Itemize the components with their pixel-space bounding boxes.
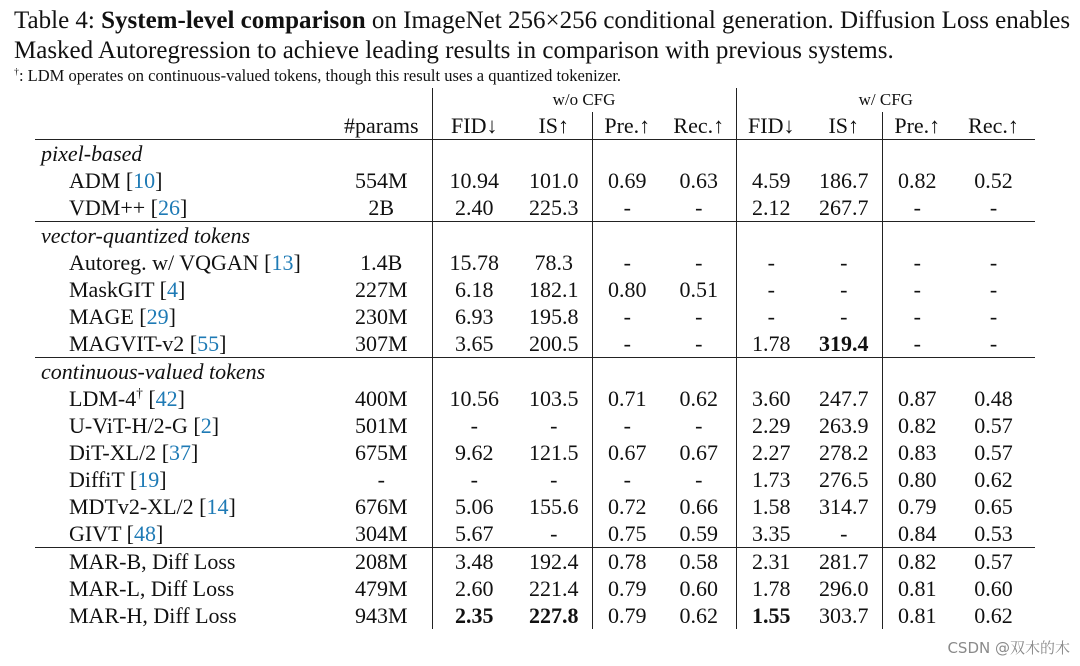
header-rec-wo: Rec.↑ (662, 112, 736, 140)
metric-cell: 5.67 (455, 521, 494, 546)
metric-cell: 192.4 (516, 548, 592, 576)
metric-cell: - (913, 277, 921, 302)
params-cell: 230M (331, 303, 432, 330)
metric-cell: 281.7 (806, 548, 882, 576)
method-name-cell: LDM-4† [42] (69, 385, 185, 411)
metric-cell: 0.67 (662, 439, 736, 466)
metric-cell: - (767, 277, 775, 302)
metric-cell: 0.87 (898, 386, 937, 411)
header-pre-w: Pre.↑ (894, 113, 941, 138)
metric-cell: - (767, 304, 775, 329)
metric-cell: - (806, 276, 882, 303)
header-rec-w: Rec.↑ (968, 113, 1019, 138)
method-name: MDTv2-XL/2 (69, 494, 194, 519)
method-name-cell: DiT-XL/2 [37] (69, 440, 199, 465)
method-name: MAR-L, Diff Loss (69, 576, 235, 601)
citation-link[interactable]: 26 (157, 195, 180, 220)
metric-cell: 0.58 (662, 548, 736, 576)
metric-cell: 314.7 (806, 493, 882, 520)
metric-cell: 0.53 (974, 521, 1013, 546)
metric-cell: 15.78 (449, 250, 499, 275)
metric-cell: 3.65 (455, 331, 494, 356)
section-title: pixel-based (35, 140, 331, 168)
table-row (35, 385, 1035, 412)
params-cell: 2B (331, 194, 432, 222)
metric-cell: 4.59 (752, 168, 791, 193)
metric-cell: 227.8 (516, 602, 592, 629)
method-name: Autoreg. w/ VQGAN (69, 250, 259, 275)
watermark: CSDN @双木的木 (947, 639, 1070, 657)
metric-cell: 0.62 (662, 602, 736, 629)
metric-cell: 1.55 (752, 603, 791, 628)
metric-cell: - (989, 250, 998, 275)
metric-cell: 0.62 (974, 603, 1013, 628)
metric-cell: 3.35 (752, 521, 791, 546)
citation-link[interactable]: 29 (146, 304, 169, 329)
table-footnote (14, 66, 621, 86)
method-name: MaskGIT (69, 277, 155, 302)
params-cell: 501M (331, 412, 432, 439)
citation-link[interactable]: 48 (133, 521, 156, 546)
table-row (35, 303, 1035, 330)
metric-cell: 0.63 (662, 167, 736, 194)
metric-cell: - (516, 412, 592, 439)
metric-cell: - (913, 331, 921, 356)
method-name: MAR-B, Diff Loss (69, 549, 236, 574)
table-row (35, 439, 1035, 466)
metric-cell: 9.62 (455, 440, 494, 465)
metric-cell: - (623, 195, 631, 220)
table-row (35, 466, 1035, 493)
metric-cell: 0.71 (608, 386, 647, 411)
metric-cell: 278.2 (806, 439, 882, 466)
metric-cell: 2.29 (752, 413, 791, 438)
metric-cell: 247.7 (806, 385, 882, 412)
table-row (35, 194, 1035, 222)
table-row (35, 548, 1035, 576)
header-fid-w: FID↓ (748, 113, 795, 138)
metric-cell: - (623, 331, 631, 356)
header-wo-cfg: w/o CFG (552, 90, 616, 109)
citation-link[interactable]: 2 (200, 413, 212, 438)
metric-cell: 0.66 (662, 493, 736, 520)
table-row (35, 575, 1035, 602)
params-cell: 304M (331, 520, 432, 548)
metric-cell: 319.4 (806, 330, 882, 358)
metric-cell: 2.31 (736, 548, 806, 576)
metric-cell: 0.48 (974, 386, 1013, 411)
metric-cell: - (806, 249, 882, 276)
metric-cell: 0.79 (608, 576, 647, 601)
metric-cell: 103.5 (516, 385, 592, 412)
metric-cell: 0.78 (592, 548, 662, 576)
method-name-cell: Autoreg. w/ VQGAN [13] (69, 250, 301, 275)
method-name: VDM++ (69, 195, 146, 220)
metric-cell: 221.4 (516, 575, 592, 602)
metric-cell: 303.7 (806, 602, 882, 629)
caption-label: Table 4: (14, 7, 95, 34)
metric-cell: - (806, 520, 882, 548)
method-name-cell (35, 575, 331, 602)
metric-cell: - (623, 304, 631, 329)
metric-cell: 3.48 (432, 548, 516, 576)
metric-cell: 0.82 (882, 548, 952, 576)
table-row (35, 249, 1035, 276)
metric-cell: - (662, 303, 736, 330)
metric-cell: 267.7 (806, 194, 882, 222)
metric-cell: 0.82 (898, 413, 937, 438)
metric-cell: 78.3 (516, 249, 592, 276)
metric-cell: - (662, 466, 736, 493)
metric-cell: 1.78 (752, 331, 791, 356)
metric-cell: 1.73 (752, 467, 791, 492)
metric-cell: 0.79 (898, 494, 937, 519)
params-cell: 1.4B (331, 249, 432, 276)
header-is-w: IS↑ (806, 112, 882, 140)
metric-cell: 0.52 (974, 168, 1013, 193)
metric-cell: 101.0 (516, 167, 592, 194)
table-row (35, 276, 1035, 303)
citation-link[interactable]: 14 (206, 494, 229, 519)
metric-cell: 225.3 (516, 194, 592, 222)
metric-cell: 296.0 (806, 575, 882, 602)
metric-cell: 6.93 (455, 304, 494, 329)
metric-cell: - (470, 467, 478, 492)
method-name: DiffiT (69, 467, 125, 492)
metric-cell: 3.60 (752, 386, 791, 411)
metric-cell: - (662, 330, 736, 358)
metric-cell: 5.06 (455, 494, 494, 519)
metric-cell: 0.84 (898, 521, 937, 546)
method-name: MAGVIT-v2 (69, 331, 185, 356)
metric-cell: 0.62 (662, 385, 736, 412)
metric-cell: - (470, 413, 478, 438)
method-footnote-mark: † (136, 385, 143, 401)
method-name-cell: GIVT [48] (69, 521, 164, 546)
metric-cell: - (989, 277, 998, 302)
metric-cell: 0.65 (974, 494, 1013, 519)
metric-cell: 0.80 (898, 467, 937, 492)
metric-cell: 2.12 (752, 195, 791, 220)
header-group-row (35, 88, 1035, 112)
section-header-row (35, 222, 1035, 250)
metric-cell: 0.72 (608, 494, 647, 519)
metric-cell: 0.60 (662, 575, 736, 602)
method-name-cell: DiffiT [19] (69, 467, 167, 492)
table-row (35, 602, 1035, 629)
metric-cell: - (662, 194, 736, 222)
method-name: GIVT (69, 521, 122, 546)
header-is-wo: IS↑ (516, 112, 592, 140)
method-name-cell: ADM [10] (69, 168, 163, 193)
metric-cell: 0.80 (608, 277, 647, 302)
table-row (35, 520, 1035, 548)
metric-cell: 2.27 (752, 440, 791, 465)
params-cell: 307M (331, 330, 432, 358)
metric-cell: 186.7 (806, 167, 882, 194)
metric-cell: 1.58 (752, 494, 791, 519)
params-cell: 943M (331, 602, 432, 629)
metric-cell: 121.5 (516, 439, 592, 466)
metric-cell: - (989, 195, 998, 220)
header-w-cfg: w/ CFG (736, 88, 1035, 112)
citation-link[interactable]: 19 (137, 467, 160, 492)
params-cell: 400M (331, 385, 432, 412)
metric-cell: - (806, 303, 882, 330)
metric-cell: - (989, 331, 998, 356)
method-name: MAR-H, Diff Loss (69, 603, 237, 628)
method-name: ADM (69, 168, 121, 193)
metric-cell: 200.5 (516, 330, 592, 358)
metric-cell: 10.56 (449, 386, 499, 411)
header-params: #params (331, 112, 432, 140)
params-cell: 675M (331, 439, 432, 466)
metric-cell: - (623, 413, 631, 438)
method-name-cell: MDTv2-XL/2 [14] (69, 494, 236, 519)
header-pre-wo: Pre.↑ (604, 113, 651, 138)
method-name: DiT-XL/2 (69, 440, 157, 465)
metric-cell: - (767, 250, 775, 275)
metric-cell: - (516, 520, 592, 548)
metric-cell: 2.60 (455, 576, 494, 601)
metric-cell: - (623, 467, 631, 492)
metric-cell: - (913, 195, 921, 220)
metric-cell: 0.67 (608, 440, 647, 465)
table-caption (14, 6, 1074, 66)
citation-link[interactable]: 55 (197, 331, 220, 356)
metric-cell: - (913, 250, 921, 275)
metric-cell: 0.57 (974, 413, 1013, 438)
metric-cell: - (623, 250, 631, 275)
metric-cell: 0.79 (608, 603, 647, 628)
header-row (35, 112, 1035, 140)
metric-cell: 2.40 (455, 195, 494, 220)
comparison-table (35, 88, 1035, 629)
section-header-row (35, 140, 1035, 168)
footnote-mark: † (14, 66, 19, 78)
section-title: continuous-valued tokens (35, 358, 331, 386)
metric-cell: 0.62 (974, 467, 1013, 492)
params-cell: - (331, 466, 432, 493)
method-name-cell: MaskGIT [4] (69, 277, 186, 302)
metric-cell: 263.9 (806, 412, 882, 439)
metric-cell: 0.51 (662, 276, 736, 303)
metric-cell: 6.18 (455, 277, 494, 302)
metric-cell: - (913, 304, 921, 329)
method-name-cell: VDM++ [26] (69, 195, 188, 220)
caption-text: on ImageNet 256×256 conditional generation. Diffusion Loss enables Masked Autoregression to achieve leading results in comparison with previous systems. (14, 7, 1071, 64)
metric-cell: 0.57 (952, 548, 1035, 576)
method-name-cell (35, 548, 331, 576)
metric-cell: 0.59 (662, 520, 736, 548)
metric-cell: 2.35 (455, 603, 494, 628)
metric-cell: - (516, 466, 592, 493)
metric-cell: 0.83 (898, 440, 937, 465)
metric-cell: 0.81 (898, 576, 937, 601)
method-name-cell (35, 602, 331, 629)
metric-cell: 0.82 (898, 168, 937, 193)
metric-cell: 0.75 (608, 521, 647, 546)
citation-link[interactable]: 13 (271, 250, 294, 275)
metric-cell: 0.81 (898, 603, 937, 628)
metric-cell: 1.78 (752, 576, 791, 601)
params-cell: 227M (331, 276, 432, 303)
params-cell: 676M (331, 493, 432, 520)
params-cell: 208M (331, 548, 432, 576)
table-row (35, 330, 1035, 358)
metric-cell: - (989, 304, 998, 329)
method-name-cell: MAGVIT-v2 [55] (69, 331, 227, 356)
metric-cell: 0.69 (608, 168, 647, 193)
metric-cell: 195.8 (516, 303, 592, 330)
table-row (35, 412, 1035, 439)
section-title: vector-quantized tokens (35, 222, 331, 250)
table-row (35, 167, 1035, 194)
metric-cell: 182.1 (516, 276, 592, 303)
citation-link[interactable]: 10 (133, 168, 156, 193)
table-body (35, 140, 1035, 630)
metric-cell: - (662, 249, 736, 276)
citation-link[interactable]: 4 (166, 277, 178, 302)
metric-cell: 0.57 (974, 440, 1013, 465)
footnote-text: : LDM operates on continuous-valued tokens, though this result uses a quantized tokenizer. (18, 66, 622, 85)
section-header-row (35, 358, 1035, 386)
header-fid-wo: FID↓ (451, 113, 498, 138)
metric-cell: 10.94 (449, 168, 499, 193)
method-name: U-ViT-H/2-G (69, 413, 188, 438)
metric-cell: 0.60 (974, 576, 1013, 601)
method-name-cell: U-ViT-H/2-G [2] (69, 413, 220, 438)
method-name: MAGE (69, 304, 134, 329)
caption-title: System-level comparison (101, 7, 366, 34)
citation-link[interactable]: 42 (155, 386, 178, 411)
method-name-cell: MAGE [29] (69, 304, 176, 329)
table-row (35, 493, 1035, 520)
metric-cell: 276.5 (806, 466, 882, 493)
method-name: LDM-4 (69, 386, 137, 411)
metric-cell: 155.6 (516, 493, 592, 520)
params-cell: 554M (331, 167, 432, 194)
metric-cell: - (662, 412, 736, 439)
params-cell: 479M (331, 575, 432, 602)
citation-link[interactable]: 37 (169, 440, 192, 465)
